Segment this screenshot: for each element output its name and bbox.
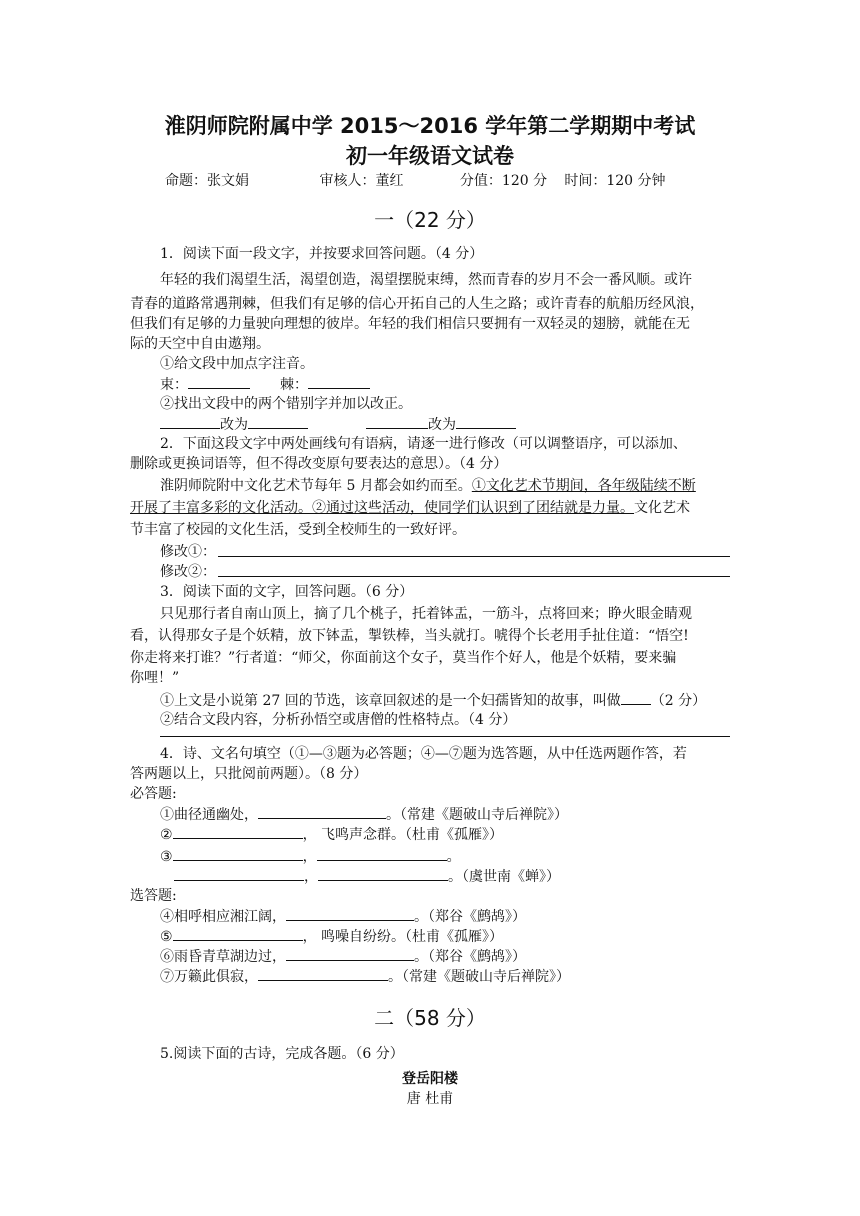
required-label: 必答题: (130, 786, 177, 802)
poem-line-source: 。（常建《题破山寺后禅院》） (386, 807, 568, 823)
punctuation: ， (304, 869, 318, 885)
q4-prompt: 答两题以上，只批阅前两题）。（8 分） (130, 766, 368, 782)
poem-title: 登岳阳楼 (402, 1071, 458, 1087)
shu-answer-blank[interactable] (188, 374, 250, 389)
poem-line-text: ⑦万籁此俱寂， (160, 969, 258, 985)
poem-fill-row (160, 906, 526, 927)
poem-fill-row (160, 966, 570, 987)
wrong-char-blank[interactable] (366, 414, 428, 429)
poem-line-text: ①曲径通幽处， (160, 807, 258, 823)
exam-title: 淮阴师院附属中学 2015～2016 学年第二学期期中考试 (164, 114, 696, 138)
poem-fill-row (174, 866, 560, 887)
poem-fill-blank[interactable] (317, 846, 447, 861)
score-label: 分值：120 分 (459, 173, 548, 189)
poem-fill-row (160, 926, 503, 947)
poem-fill-blank[interactable] (174, 866, 304, 881)
section-one-heading: 一（22 分） (374, 208, 486, 232)
poem-fill-row (160, 846, 461, 867)
poem-fill-blank[interactable] (258, 966, 388, 981)
q2-prompt: 2．下面这段文字中两处画线句有语病，请逐一进行修改（可以调整语序，可以添加、 (160, 436, 687, 452)
fix2-answer-line[interactable] (218, 576, 730, 577)
q1-para-line: 际的天空中自由遨翔。 (130, 336, 270, 352)
q2-underlined-sentence: ②通过这些活动，使同学们认识到了团结就是力量。 (312, 500, 634, 516)
poem-line-source: 。（虞世南《蝉》） (448, 869, 560, 885)
q2-text: 文化艺术 (634, 500, 690, 516)
q2-para-line (160, 476, 696, 496)
q2-underlined-sentence: 开展了丰富多彩的文化活动。 (130, 500, 312, 516)
punctuation: ， (302, 849, 317, 865)
q3-prompt: 3．阅读下面的文字，回答问题。（6 分） (160, 584, 414, 600)
exam-subtitle: 初一年级语文试卷 (346, 144, 514, 168)
q3-para-line: 只见那行者自南山顶上，摘了几个桃子，托着钵盂，一筋斗，点将回来；睁火眼金睛观 (160, 606, 692, 622)
poem-fill-row (160, 824, 503, 845)
q5-prompt: 5.阅读下面的古诗，完成各题。（6 分） (160, 1046, 404, 1062)
q1-prompt: 1．阅读下面一段文字，并按要求回答问题。（4 分） (160, 246, 484, 262)
time-label: 时间：120 分钟 (564, 173, 666, 189)
q3-sub1-text: ①上文是小说第 27 回的节选，该章回叙述的是一个妇孺皆知的故事，叫做 (160, 693, 621, 709)
poem-line-source: ， 鸣噪自纷纷。（杜甫《孤雁》） (302, 929, 504, 945)
shu-label: 束： (160, 377, 188, 393)
poem-line-source: 。（郑谷《鹧鸪》） (414, 909, 526, 925)
poem-fill-blank[interactable] (173, 824, 303, 839)
q3-para-line: 你走将来打谁？”行者道：“师父，你面前这个女子，莫当作个好人，他是个妖精，要来骗 (130, 650, 677, 666)
q3-sub1 (160, 690, 706, 711)
section-two-heading: 二（58 分） (374, 1006, 486, 1030)
q2-para-line (130, 498, 690, 518)
ji-label: 棘： (280, 377, 308, 393)
q3-sub2: ②结合文段内容，分析孙悟空或唐僧的性格特点。（4 分） (160, 712, 517, 728)
poem-line-source: ， 飞鸣声念群。（杜甫《孤雁》） (302, 827, 504, 843)
q1-para-line: 年轻的我们渴望生活，渴望创造，渴望摆脱束缚，然而青春的岁月不会一番风顺。或许 (160, 272, 692, 288)
q1-correction-row (160, 414, 516, 435)
story-name-blank[interactable] (621, 690, 651, 705)
poem-line-text: ⑤ (160, 929, 173, 945)
poem-line-source: 。（郑谷《鹧鸪》） (414, 949, 526, 965)
punctuation: 。 (446, 849, 461, 865)
correct-char-blank[interactable] (456, 414, 516, 429)
poem-line-text: ② (160, 827, 173, 843)
poem-fill-blank[interactable] (318, 866, 448, 881)
wrong-char-blank[interactable] (160, 414, 220, 429)
optional-label: 选答题: (130, 888, 177, 904)
reviewer-label: 审核人：董红 (319, 173, 404, 189)
fix1-answer-line[interactable] (218, 556, 730, 557)
change-to-label: 改为 (220, 417, 248, 433)
poem-line-source: 。（常建《题破山寺后禅院》） (388, 969, 570, 985)
fix1-label: 修改①： (160, 544, 216, 560)
q1-sub2: ②找出文段中的两个错别字并加以改正。 (160, 396, 412, 412)
poem-line-text: ③ (160, 849, 173, 865)
q2-para-line: 节丰富了校园的文化生活，受到全校师生的一致好评。 (130, 522, 466, 538)
q3-para-line: 看，认得那女子是个妖精，放下钵盂，掣铁棒，当头就打。唬得个长老用手扯住道：“悟空! (130, 628, 689, 644)
poem-line-text: ⑥雨昏青草湖边过， (160, 949, 286, 965)
q1-para-line: 青春的道路常遇荆棘，但我们有足够的信心开拓自己的人生之路；或许青春的航船历经风浪， (130, 296, 704, 312)
poem-line-text: ④相呼相应湘江阔， (160, 909, 286, 925)
q2-prompt: 删除或更换词语等，但不得改变原句要表达的意思）。（4 分） (130, 456, 508, 472)
q1-sub1: ①给文段中加点字注音。 (160, 356, 314, 372)
correct-char-blank[interactable] (248, 414, 308, 429)
author-label: 命题：张文娟 (165, 173, 249, 189)
poem-fill-blank[interactable] (258, 804, 386, 819)
q3-para-line: 你哩！” (130, 670, 180, 686)
exam-meta (165, 170, 666, 190)
q3-sub1-score: （2 分） (650, 693, 707, 709)
poem-author: 唐 杜甫 (406, 1091, 454, 1107)
poem-fill-blank[interactable] (173, 926, 303, 941)
poem-fill-row (160, 946, 526, 967)
change-to-label: 改为 (428, 417, 456, 433)
poem-fill-blank[interactable] (286, 946, 414, 961)
poem-fill-blank[interactable] (173, 846, 303, 861)
ji-answer-blank[interactable] (308, 374, 370, 389)
fix2-label: 修改②： (160, 564, 216, 580)
q1-pinyin-row (160, 374, 370, 395)
q4-prompt: 4．诗、文名句填空（①—③题为必答题；④—⑦题为选答题，从中任选两题作答，若 (160, 746, 687, 762)
poem-fill-blank[interactable] (286, 906, 414, 921)
poem-fill-row (160, 804, 568, 825)
q2-underlined-sentence: ①文化艺术节期间，各年级陆续不断 (471, 478, 696, 494)
q2-text: 淮阴师院附中文化艺术节每年 5 月都会如约而至。 (160, 478, 472, 494)
q1-para-line: 但我们有足够的力量驶向理想的彼岸。年轻的我们相信只要拥有一双轻灵的翅膀，就能在无 (130, 316, 690, 332)
q3-answer-line[interactable] (160, 736, 730, 737)
